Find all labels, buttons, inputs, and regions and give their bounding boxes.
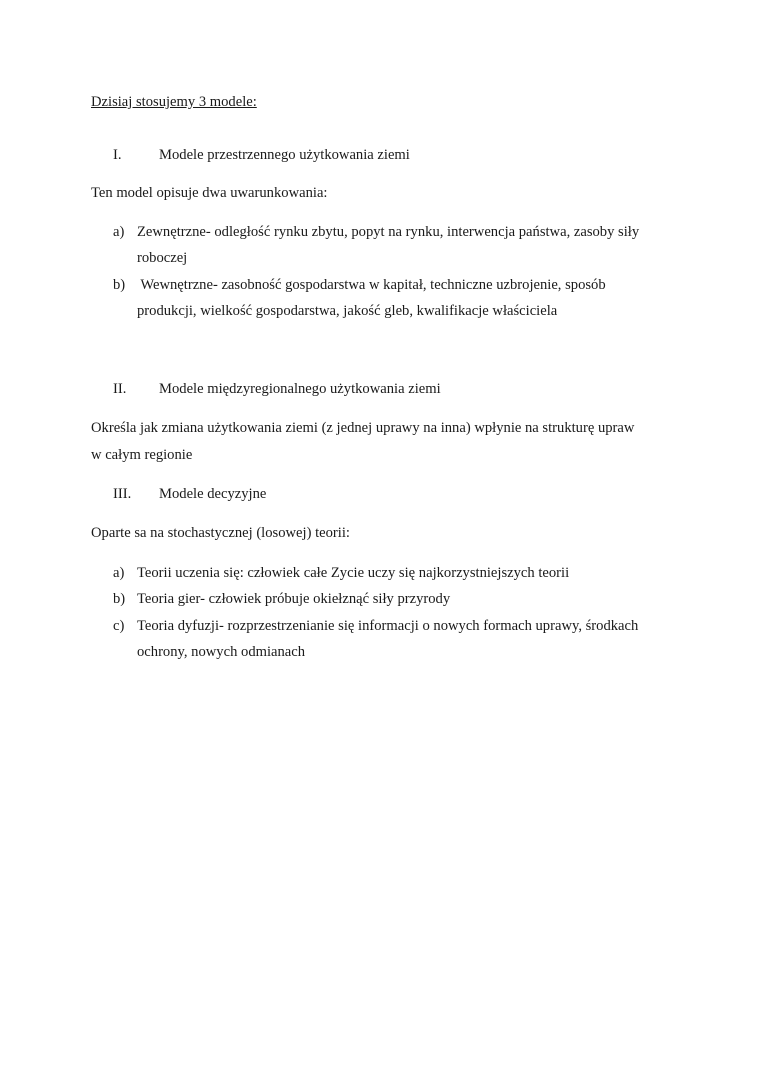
list-item-text: produkcji, wielkość gospodarstwa, jakość gleb, kwalifikacje właściciela (137, 303, 558, 319)
section-2-paragraph: Określa jak zmiana użytkowania ziemi (z jednej uprawy na inna) wpłynie na strukturę upraw (91, 420, 635, 436)
section-1-title: Modele przestrzennego użytkowania ziemi (159, 147, 410, 163)
list-marker: b) (113, 277, 126, 293)
list-marker: a) (113, 565, 125, 581)
list-item-text: Teoria gier- człowiek próbuje okiełznąć siły przyrody (137, 591, 451, 607)
list-item-text: Teoria dyfuzji- rozprzestrzenianie się informacji o nowych formach uprawy, środkach (137, 618, 639, 634)
list-item-text: Wewnętrzne- zasobność gospodarstwa w kapitał, techniczne uzbrojenie, sposób (137, 277, 606, 293)
list-marker: b) (113, 591, 126, 607)
list-item-text: roboczej (137, 250, 188, 266)
section-3-paragraph: Oparte sa na stochastycznej (losowej) teorii: (91, 525, 350, 541)
section-2-title: Modele międzyregionalnego użytkowania ziemi (159, 381, 441, 397)
section-3-numeral: III. (113, 486, 132, 502)
list-item-text: Teorii uczenia się: człowiek całe Zycie uczy się najkorzystniejszych teorii (137, 565, 570, 581)
list-item-text: Zewnętrzne- odległość rynku zbytu, popyt na rynku, interwencja państwa, zasoby siły (137, 224, 640, 240)
list-marker: c) (113, 618, 125, 634)
list-marker: a) (113, 224, 125, 240)
section-1-paragraph: Ten model opisuje dwa uwarunkowania: (91, 185, 328, 201)
section-2-numeral: II. (113, 381, 127, 397)
section-1-numeral: I. (113, 147, 122, 163)
list-item-text: ochrony, nowych odmianach (137, 644, 306, 660)
section-2-paragraph: w całym regionie (91, 447, 193, 463)
intro-heading: Dzisiaj stosujemy 3 modele: (91, 94, 257, 110)
section-3-title: Modele decyzyjne (159, 486, 267, 502)
